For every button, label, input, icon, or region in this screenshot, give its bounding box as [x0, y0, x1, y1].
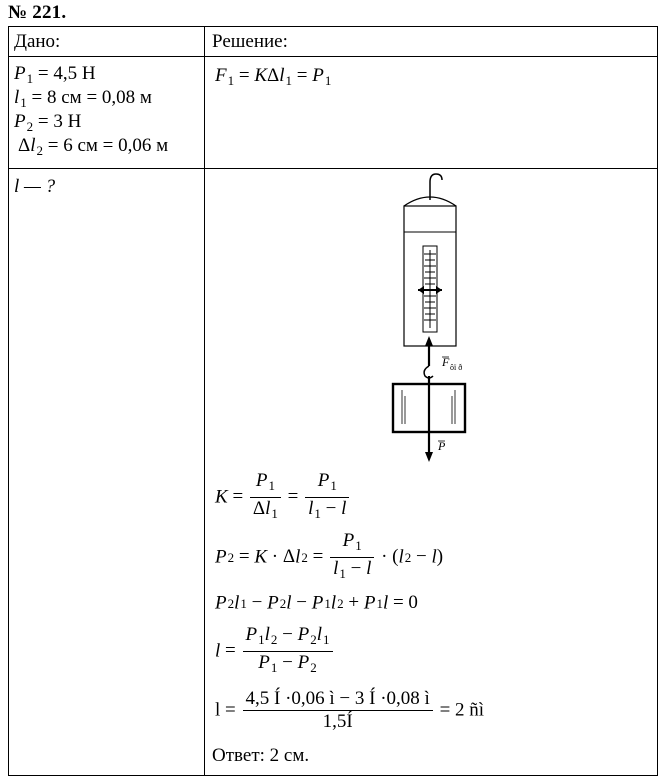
spring-scale-diagram: [380, 170, 490, 466]
find-unknown: l — ?: [14, 176, 56, 197]
problem-number: № 221.: [8, 2, 67, 23]
equation-expanded: P2l1 − P2l − P1l2 + P1l = 0: [215, 592, 418, 614]
equation-l-formula: l = $\frac{P_1l_2 - P_2l_1}{P_1 - P_2}$: [215, 624, 335, 679]
given-p1: $P_1 = 4,5$ Н: [14, 63, 96, 86]
equation-p2: P2 = K · Δl2 = $\frac{P_1}{l_1 - l}$ · (l2 − l): [215, 530, 444, 581]
given-l1: $l_1 = 8$ см = 0,08 м: [14, 87, 152, 110]
given-header: Дано:: [14, 31, 61, 52]
weight-label: P: [438, 439, 446, 453]
scale-top-hook-icon: [430, 174, 442, 200]
given-dl2: $\Delta l_2 = 6$ см = 0,06 м: [18, 135, 169, 158]
force-spring-label: F: [442, 355, 450, 369]
solution-header: Решение:: [212, 31, 288, 52]
answer: Ответ: 2 см.: [212, 745, 310, 766]
equation-k: K = $\frac{P_1}{\Delta l_1}$ = $\frac{P_1}{l_1 - l}$: [215, 470, 351, 525]
equation-l-numeric: l = $\frac{4,5 Í \cdot 0,06 ì - 3 Í \cdot 0,08 ì}{1,5Í}$ = 2 ñì: [215, 688, 485, 732]
force-spring-subscript: ôï ð: [450, 363, 463, 372]
equation-force: $F_1 = K\Delta l_1 = P_1$: [215, 65, 332, 88]
given-p2: $P_2 = 3$ Н: [14, 111, 82, 134]
